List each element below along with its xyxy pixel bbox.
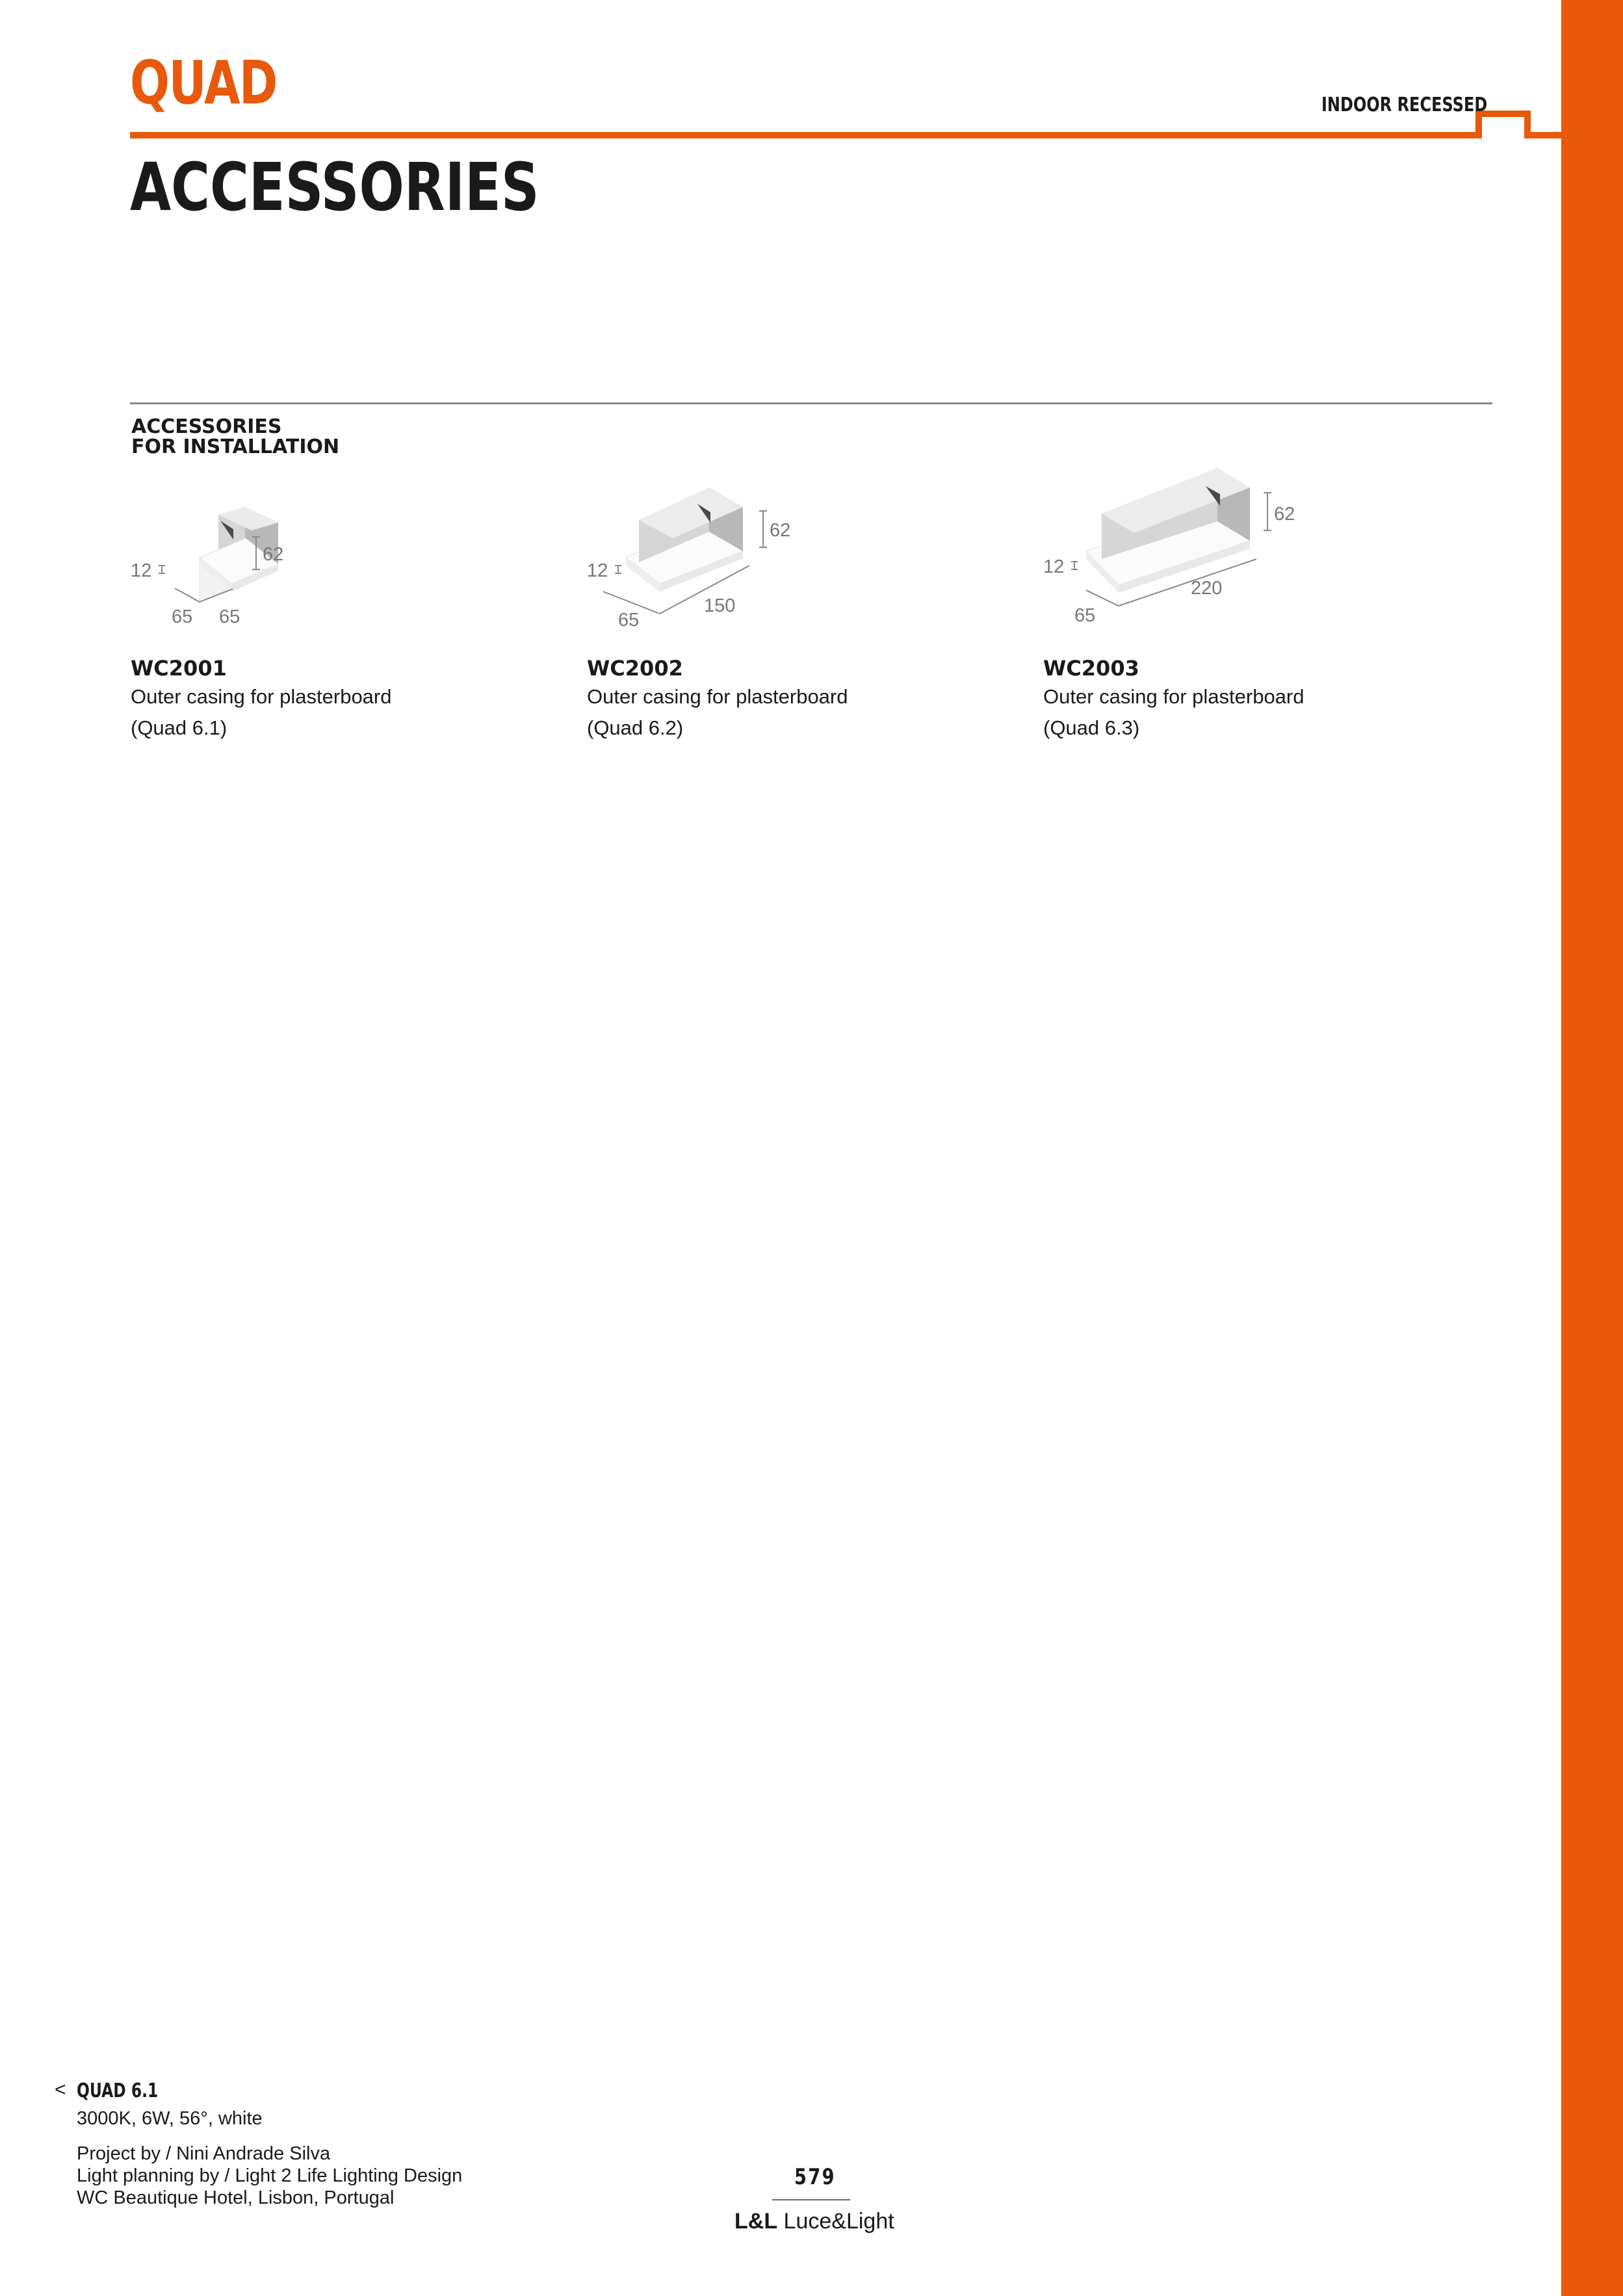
dim-length: 220 [1191, 578, 1223, 599]
product-card-wc2003 [1043, 468, 1485, 739]
subsection-heading [131, 417, 339, 457]
caption-spec: 3000K, 6W, 56°, white [77, 2108, 263, 2129]
casing-drawing [626, 488, 743, 592]
dim-length: 65 [219, 607, 240, 627]
product-description: Outer casing for plasterboard [131, 685, 392, 708]
product-model: (Quad 6.2) [587, 716, 684, 739]
dim-height: 62 [1274, 504, 1295, 525]
caption-title: QUAD 6.1 [77, 2080, 159, 2102]
product-code: WC2001 [131, 656, 227, 681]
dim-lip: 12 [131, 560, 152, 581]
dim-depth: 65 [618, 610, 640, 631]
product-description: Outer casing for plasterboard [587, 685, 848, 708]
caption-location: WC Beautique Hotel, Lisbon, Portugal [77, 2187, 395, 2208]
casing-drawing [1086, 468, 1250, 593]
dim-length: 150 [704, 595, 736, 616]
brand-title: QUAD [130, 48, 277, 118]
caption-project: Project by / Nini Andrade Silva [77, 2143, 331, 2164]
subsection-line-2: FOR INSTALLATION [131, 436, 340, 458]
chevron-left-icon[interactable]: < [55, 2079, 66, 2100]
page-heading: ACCESSORIES [130, 149, 539, 226]
dim-depth: 65 [172, 607, 193, 627]
dim-lip: 12 [1043, 556, 1065, 577]
brand-short: L&L [734, 2209, 778, 2234]
product-card-wc2001 [131, 468, 573, 739]
product-code: WC2003 [1043, 656, 1139, 681]
dim-height: 62 [770, 520, 791, 541]
section-divider [130, 402, 1492, 404]
subsection-line-1: ACCESSORIES [131, 415, 282, 438]
product-code: WC2002 [587, 656, 683, 681]
side-accent-band [1561, 0, 1623, 2296]
footer-brand [734, 2210, 894, 2232]
product-image-wc2001 [131, 468, 573, 644]
dim-depth: 65 [1074, 605, 1096, 626]
page-number: 579 [794, 2164, 836, 2190]
brand-name: Luce&Light [783, 2209, 894, 2234]
product-image-wc2003 [1043, 468, 1485, 644]
product-model: (Quad 6.1) [131, 716, 227, 739]
dim-lip: 12 [587, 560, 608, 581]
caption-planning: Light planning by / Light 2 Life Lighting Design [77, 2165, 463, 2186]
product-description: Outer casing for plasterboard [1043, 685, 1305, 708]
product-image-wc2002 [587, 468, 1029, 644]
dim-height: 62 [263, 544, 284, 565]
page-number-rule [772, 2199, 850, 2200]
product-card-wc2002 [587, 468, 1029, 739]
product-model: (Quad 6.3) [1043, 716, 1140, 739]
section-tag: INDOOR RECESSED [1321, 94, 1488, 116]
